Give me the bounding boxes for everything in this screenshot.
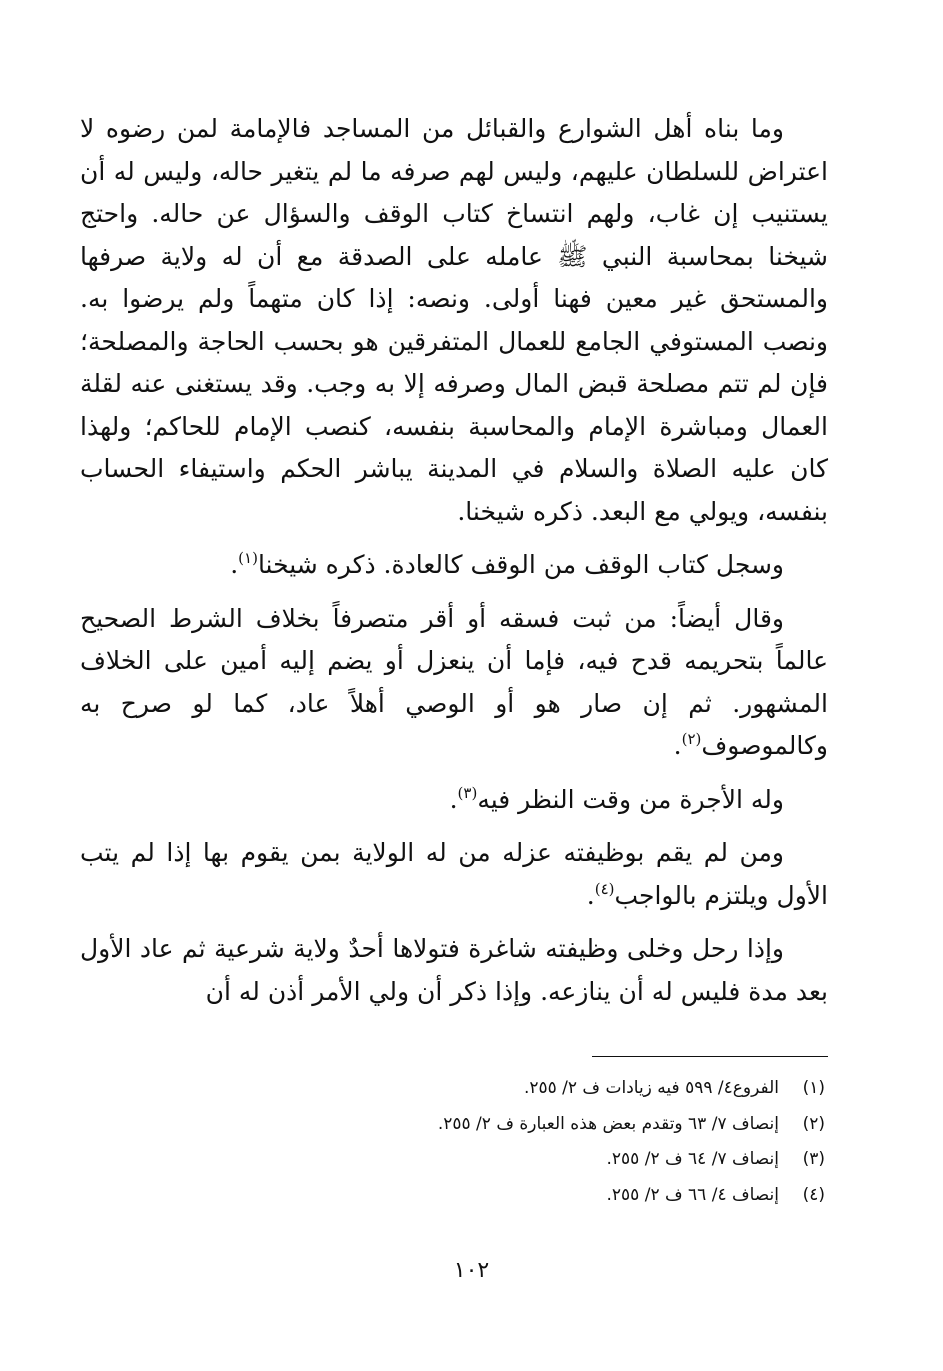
footnote-1-number: (١) <box>802 1078 825 1098</box>
footnote-4-text: إنصاف ٤/ ٦٦ ف ٢/ ٢٥٥. <box>606 1184 779 1205</box>
paragraph-3: وقال أيضاً: من ثبت فسقه أو أقر متصرفاً بخلاف الشرط الصحيح عالماً بتحريمه قدح فيه، فإما أن ينعزل أو يضم إليه أمين على الخلاف المشهور. ثم إن صار هو أو الوصي أهلاً عاد، كما لو صرح به وكالموصوف$^{(٢)}$. <box>80 603 828 760</box>
footnote-2-text: إنصاف ٧/ ٦٣ وتقدم بعض هذه العبارة ف ٢/ ٢٥٥. <box>437 1113 779 1134</box>
paragraph-6-text: وإذا رحل وخلى وظيفته شاغرة فتولاها أحدٌ ولاية شرعية ثم عاد الأول بعد مدة فليس له أن ينازعه. وإذا ذكر أن ولي الأمر أذن له أن <box>80 934 828 1006</box>
footnote-3-number: (٣) <box>802 1149 825 1169</box>
paragraph-5: ومن لم يقم بوظيفته عزله من له الولاية بمن يقوم بها إذا لم يتب الأول ويلتزم بالواجب$^{(٤)}$. <box>80 838 828 910</box>
paragraph-1 <box>80 108 828 533</box>
paragraph-4-text: وله الأجرة من وقت النظر فيه <box>477 784 784 814</box>
paragraph-3-text: وقال أيضاً: من ثبت فسقه أو أقر متصرفاً بخلاف الشرط الصحيح عالماً بتحريمه قدح فيه، فإما أن ينعزل أو يضم إليه أمين على الخلاف المشهور. ثم إن صار هو أو الوصي أهلاً عاد، كما لو صرح به وكالموصوف <box>80 603 828 760</box>
footnote-ref-3[interactable]: (٣) <box>457 783 478 802</box>
footnote-4-number: (٤) <box>802 1184 825 1205</box>
paragraph-5-text: ومن لم يقم بوظيفته عزله من له الولاية بمن يقوم بها إذا لم يتب الأول ويلتزم بالواجب <box>80 838 828 910</box>
paragraph-2: وسجل كتاب الوقف من الوقف كالعادة. ذكره شيخنا$^{(١)}$. <box>230 549 784 579</box>
footnote-ref-1[interactable]: (١) <box>238 549 258 567</box>
footnote-2 <box>265 1107 825 1143</box>
footnote-3 <box>265 1142 825 1178</box>
paragraph-4: وله الأجرة من وقت النظر فيه$^{(٣)}$. <box>449 783 784 814</box>
footnote-1 <box>265 1071 825 1107</box>
main-text <box>80 108 828 1013</box>
page-number: ١٠٢ <box>453 1258 490 1283</box>
footnote-separator <box>592 1056 828 1057</box>
paragraph-1-text: وما بناه أهل الشوارع والقبائل من المساجد فالإمامة لمن رضوه لا اعتراض للسلطان عليهم، وليس لهم صرفه ما لم يتغير حاله، وليس له أن يستنيب إن غاب، ولهم انتساخ كتاب الوقف والسؤال عن حاله. واحتج شيخنا بمحاسبة النبي ﷺ عامله على الصدقة مع أن له ولاية صرفها والمستحق غير معين فهنا أولى. ونصه: إذا كان متهماً ولم يرضوا به. ونصب المستوفي الجامع للعمال المتفرقين هو بحسب الحاجة والمصلحة؛ فإن لم تتم مصلحة قبض المال وصرفه إلا به وجب. وقد يستغنى عنه لقلة العمال ومباشرة الإمام والمحاسبة بنفسه، كنصب الإمام للحاكم؛ ولهذا كان عليه الصلاة والسلام في المدينة يباشر الحكم واستيفاء الحساب بنفسه، ويولي مع البعد. ذكره شيخنا. <box>80 114 828 526</box>
footnote-ref-4[interactable]: (٤) <box>594 879 615 898</box>
paragraph-2-text: وسجل كتاب الوقف من الوقف كالعادة. ذكره شيخنا <box>257 550 784 579</box>
footnotes <box>265 1071 825 1213</box>
footnote-4 <box>265 1178 825 1214</box>
footnote-1-text: الفروع٤/ ٥٩٩ فيه زيادات ف ٢/ ٢٥٥. <box>523 1078 779 1098</box>
footnote-ref-2[interactable]: (٢) <box>681 730 702 748</box>
paragraph-6 <box>80 928 828 1013</box>
footnote-2-number: (٢) <box>802 1113 825 1134</box>
footnote-3-text: إنصاف ٧/ ٦٤ ف ٢/ ٢٥٥. <box>606 1149 779 1169</box>
